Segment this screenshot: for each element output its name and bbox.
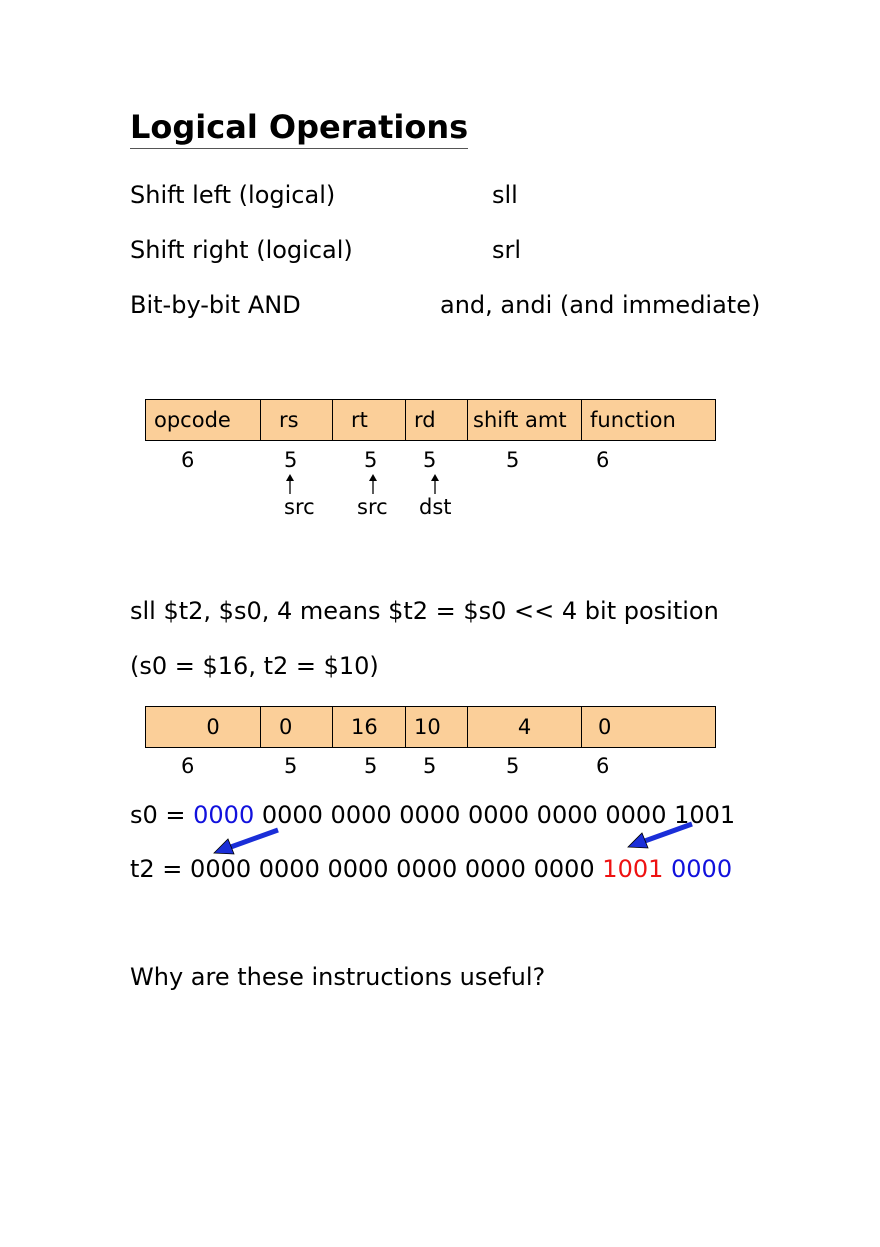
field-opcode: opcode <box>146 400 261 440</box>
op-mnemonic-and: and, andi (and immediate) <box>440 291 761 319</box>
op-name-srl: Shift right (logical) <box>130 236 353 264</box>
bits-function: 6 <box>596 754 610 778</box>
t2-shifted-bits: 1001 <box>602 855 664 883</box>
field-function: function <box>590 408 676 432</box>
question-text: Why are these instructions useful? <box>130 963 546 991</box>
bits-rs: 5 <box>284 754 298 778</box>
t2-prefix: t2 = <box>130 855 191 883</box>
field-rs: rs <box>261 400 333 440</box>
value-rd: 10 <box>406 707 468 747</box>
role-rs: src <box>284 495 315 519</box>
role-rd: dst <box>419 495 452 519</box>
value-rs: 0 <box>261 707 333 747</box>
arrow-up-icon <box>430 474 440 494</box>
s0-prefix: s0 = <box>130 801 194 829</box>
op-name-sll: Shift left (logical) <box>130 181 336 209</box>
op-mnemonic-srl: srl <box>492 236 522 264</box>
t2-rest-bits: 0000 0000 0000 0000 0000 0000 <box>190 855 603 883</box>
arrow-up-icon <box>285 474 295 494</box>
example-registers: (s0 = $16, t2 = $10) <box>130 652 379 680</box>
bits-rd: 5 <box>423 754 437 778</box>
example-encoding-table <box>145 706 716 748</box>
field-rd: rd <box>406 400 468 440</box>
op-name-and: Bit-by-bit AND <box>130 291 301 319</box>
value-opcode: 0 <box>146 707 261 747</box>
value-function: 0 <box>598 715 612 739</box>
bits-function: 6 <box>596 448 610 472</box>
bits-shift-amt: 5 <box>506 448 520 472</box>
bits-rt: 5 <box>364 448 378 472</box>
field-rt: rt <box>333 400 406 440</box>
role-rt: src <box>357 495 388 519</box>
s0-high-bits: 0000 <box>193 801 255 829</box>
bits-opcode: 6 <box>181 754 195 778</box>
page-title: Logical Operations <box>130 108 468 149</box>
value-shift-amt: 4 <box>468 707 582 747</box>
shift-arrow-icon <box>624 820 696 850</box>
t2-low-bits: 0000 <box>671 855 733 883</box>
value-rt: 16 <box>333 707 406 747</box>
s0-rest-bits: 0000 0000 0000 0000 0000 0000 1001 <box>254 801 736 829</box>
bits-rd: 5 <box>423 448 437 472</box>
shift-arrow-icon <box>210 826 282 856</box>
bits-shift-amt: 5 <box>506 754 520 778</box>
t2-binary <box>130 854 732 884</box>
bits-rs: 5 <box>284 448 298 472</box>
bits-rt: 5 <box>364 754 378 778</box>
field-shift-amt: shift amt <box>468 400 582 440</box>
example-instruction: sll $t2, $s0, 4 means $t2 = $s0 << 4 bit position <box>130 597 719 625</box>
bits-opcode: 6 <box>181 448 195 472</box>
instruction-format-table <box>145 399 716 441</box>
arrow-up-icon <box>368 474 378 494</box>
op-mnemonic-sll: sll <box>492 181 518 209</box>
